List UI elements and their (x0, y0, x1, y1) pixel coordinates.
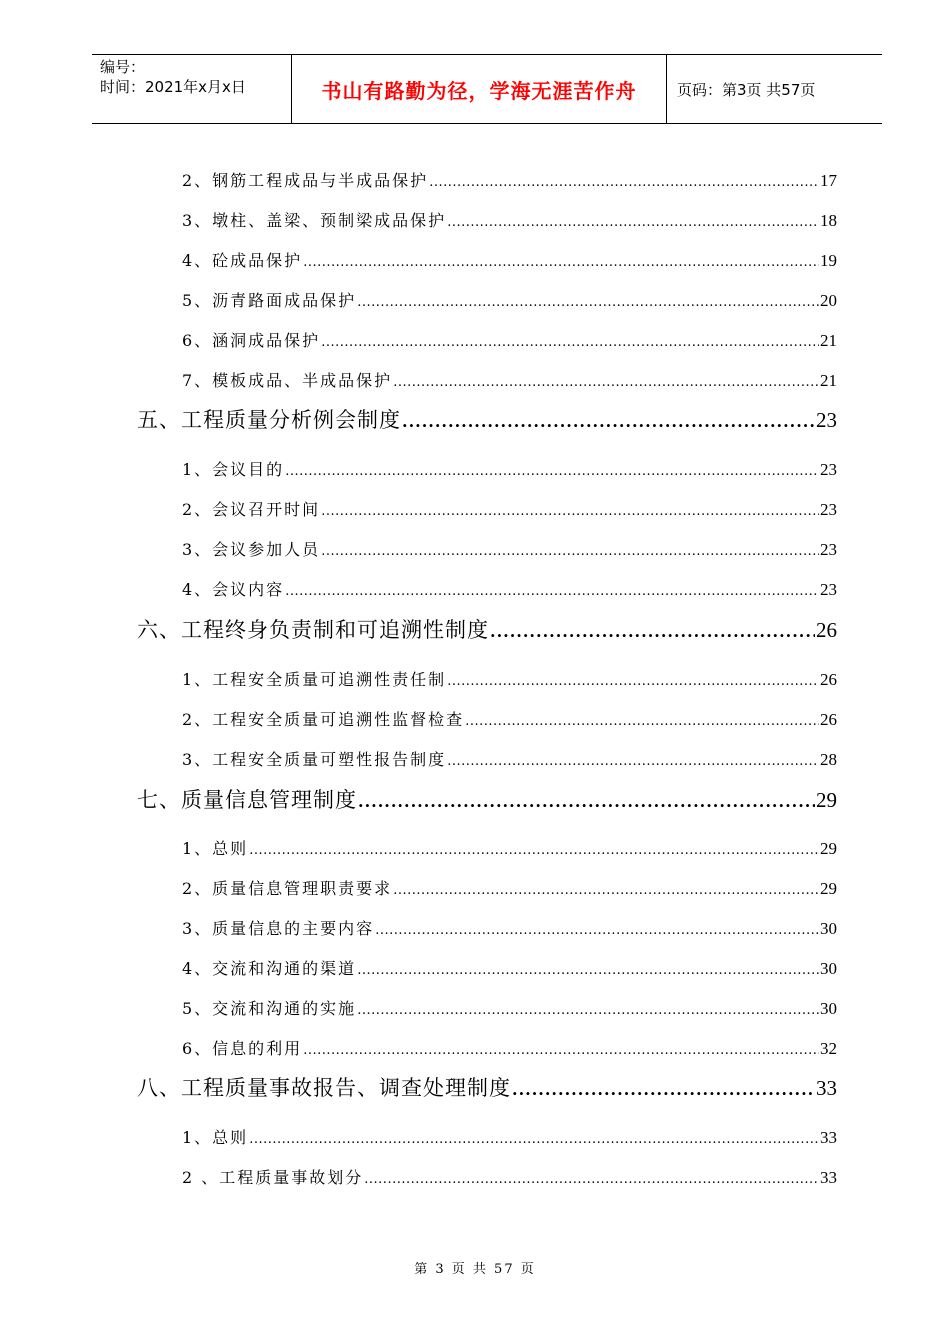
toc-entry-page-number: 30 (820, 999, 837, 1018)
toc-dot-leader (285, 464, 819, 479)
toc-entry-title: 1、工程安全质量可追溯性责任制 (182, 670, 447, 689)
toc-entry-page-number: 30 (820, 959, 837, 978)
toc-section-entry[interactable] (182, 956, 837, 979)
toc-entry-title: 4、砼成品保护 (182, 251, 303, 270)
toc-entry-title: 6、涵洞成品保护 (182, 331, 321, 350)
toc-entry-title: 1、会议目的 (182, 460, 285, 479)
toc-section-entry[interactable] (182, 876, 837, 899)
toc-section-entry[interactable] (182, 747, 837, 770)
toc-entry-title: 2、工程安全质量可追溯性监督检查 (182, 710, 465, 729)
toc-dot-leader (447, 674, 819, 689)
toc-entry-title: 六、工程终身负责制和可追溯性制度 (137, 618, 489, 642)
toc-entry-title: 五、工程质量分析例会制度 (137, 408, 401, 432)
toc-dot-leader (447, 754, 819, 769)
toc-entry-title: 2、会议召开时间 (182, 500, 321, 519)
toc-dot-leader (393, 883, 819, 898)
toc-dot-leader (512, 1080, 815, 1099)
toc-entry-page-number: 29 (820, 879, 837, 898)
toc-section-entry[interactable] (182, 328, 837, 351)
toc-entry-title: 八、工程质量事故报告、调查处理制度 (137, 1076, 511, 1100)
toc-dot-leader (447, 215, 819, 230)
toc-entry-title: 2、钢筋工程成品与半成品保护 (182, 171, 429, 190)
toc-entry-page-number: 23 (820, 580, 837, 599)
toc-section-entry[interactable] (182, 667, 837, 690)
toc-entry-title: 3、工程安全质量可塑性报告制度 (182, 750, 447, 769)
header-slogan (292, 55, 667, 123)
toc-section-entry[interactable] (182, 916, 837, 939)
document-number-label: 编号： (100, 58, 146, 76)
toc-section-entry[interactable] (182, 707, 837, 730)
slogan-text: 书山有路勤为径，学海无涯苦作舟 (321, 78, 637, 103)
toc-entry-page-number: 29 (820, 839, 837, 858)
toc-entry-page-number: 30 (820, 919, 837, 938)
toc-dot-leader (429, 175, 819, 190)
toc-section-entry[interactable] (182, 1165, 837, 1188)
toc-entry-title: 3、质量信息的主要内容 (182, 919, 375, 938)
toc-dot-leader (321, 335, 819, 350)
toc-section-entry[interactable] (182, 288, 837, 311)
toc-entry-title: 2 、工程质量事故划分 (182, 1168, 364, 1187)
header-page-info (667, 55, 882, 123)
toc-entry-page-number: 29 (816, 788, 837, 812)
toc-dot-leader (303, 1043, 819, 1058)
toc-chapter-entry[interactable] (137, 404, 837, 434)
toc-section-entry[interactable] (182, 208, 837, 231)
toc-section-entry[interactable] (182, 1125, 837, 1148)
toc-dot-leader (490, 622, 815, 641)
toc-dot-leader (285, 584, 819, 599)
toc-dot-leader (357, 1003, 819, 1018)
page-header (92, 54, 882, 124)
toc-entry-title: 1、总则 (182, 1128, 249, 1147)
toc-entry-page-number: 32 (820, 1039, 837, 1058)
header-meta (92, 55, 292, 123)
toc-entry-title: 2、质量信息管理职责要求 (182, 879, 393, 898)
toc-dot-leader (321, 504, 819, 519)
toc-section-entry[interactable] (182, 497, 837, 520)
toc-section-entry[interactable] (182, 168, 837, 191)
toc-section-entry[interactable] (182, 537, 837, 560)
toc-entry-page-number: 21 (820, 371, 837, 390)
toc-entry-title: 3、会议参加人员 (182, 540, 321, 559)
toc-entry-title: 7、模板成品、半成品保护 (182, 371, 393, 390)
toc-dot-leader (357, 295, 819, 310)
toc-entry-page-number: 18 (820, 211, 837, 230)
toc-entry-title: 5、沥青路面成品保护 (182, 291, 357, 310)
toc-entry-page-number: 33 (816, 1076, 837, 1100)
toc-section-entry[interactable] (182, 577, 837, 600)
toc-entry-page-number: 26 (820, 710, 837, 729)
page-footer (0, 1258, 950, 1277)
toc-section-entry[interactable] (182, 368, 837, 391)
header-page-label: 页码：第3页 共57页 (677, 80, 816, 99)
toc-dot-leader (402, 412, 815, 431)
toc-entry-page-number: 28 (820, 750, 837, 769)
toc-chapter-entry[interactable] (137, 614, 837, 644)
toc-dot-leader (358, 792, 815, 811)
toc-entry-title: 3、墩柱、盖梁、预制梁成品保护 (182, 211, 447, 230)
toc-dot-leader (375, 923, 819, 938)
toc-section-entry[interactable] (182, 248, 837, 271)
toc-entry-title: 6、信息的利用 (182, 1039, 303, 1058)
toc-entry-title: 4、会议内容 (182, 580, 285, 599)
toc-entry-page-number: 33 (820, 1128, 837, 1147)
toc-entry-page-number: 33 (820, 1168, 837, 1187)
toc-entry-page-number: 26 (816, 618, 837, 642)
toc-entry-page-number: 23 (820, 460, 837, 479)
toc-section-entry[interactable] (182, 836, 837, 859)
toc-dot-leader (364, 1172, 819, 1187)
footer-page-number: 第 3 页 共 57 页 (414, 1262, 536, 1277)
toc-dot-leader (249, 1132, 819, 1147)
toc-entry-title: 4、交流和沟通的渠道 (182, 959, 357, 978)
toc-entry-page-number: 23 (820, 500, 837, 519)
toc-entry-title: 七、质量信息管理制度 (137, 788, 357, 812)
toc-entry-page-number: 23 (820, 540, 837, 559)
document-time-label: 时间：2021年x月x日 (100, 78, 246, 96)
toc-dot-leader (357, 963, 819, 978)
toc-section-entry[interactable] (182, 457, 837, 480)
toc-entry-page-number: 17 (820, 171, 837, 190)
toc-section-entry[interactable] (182, 996, 837, 1019)
toc-entry-page-number: 21 (820, 331, 837, 350)
toc-entry-page-number: 23 (816, 408, 837, 432)
toc-entry-page-number: 20 (820, 291, 837, 310)
toc-entry-title: 5、交流和沟通的实施 (182, 999, 357, 1018)
toc-dot-leader (465, 714, 819, 729)
toc-dot-leader (321, 544, 819, 559)
toc-chapter-entry[interactable] (137, 1072, 837, 1102)
toc-entry-page-number: 19 (820, 251, 837, 270)
toc-section-entry[interactable] (182, 1036, 837, 1059)
toc-dot-leader (249, 843, 819, 858)
toc-entry-title: 1、总则 (182, 839, 249, 858)
toc-dot-leader (393, 375, 819, 390)
toc-chapter-entry[interactable] (137, 784, 837, 814)
toc-entry-page-number: 26 (820, 670, 837, 689)
toc-dot-leader (303, 255, 819, 270)
